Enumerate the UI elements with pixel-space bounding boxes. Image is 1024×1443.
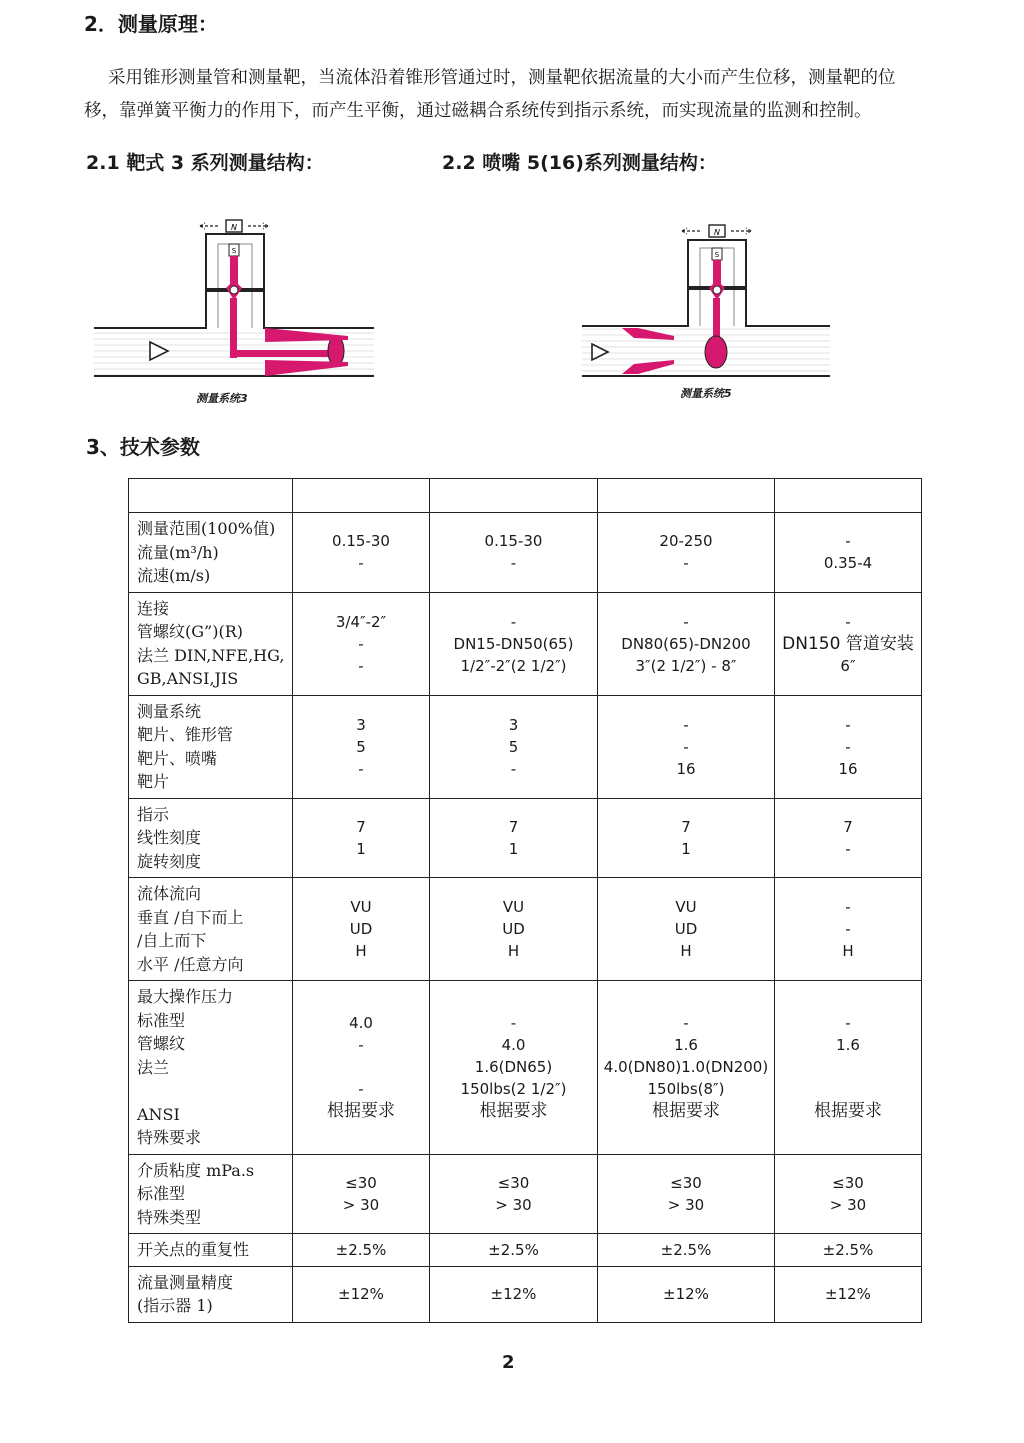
table-cell: ≤30 > 30 xyxy=(598,1154,775,1234)
subheading-target-series: 2.1 靶式 3 系列测量结构： xyxy=(86,152,324,174)
table-cell: ≤30 > 30 xyxy=(293,1154,430,1234)
principle-paragraph xyxy=(84,62,944,128)
table-cell: ≤30 > 30 xyxy=(775,1154,922,1234)
table-cell: - - 16 xyxy=(775,695,922,798)
table-cell: 7 - xyxy=(775,798,922,878)
table-cell: - - 16 xyxy=(598,695,775,798)
table-row xyxy=(129,798,922,878)
row-label: 流量测量精度 (指示器 1) xyxy=(129,1266,293,1322)
page-number: 2 xyxy=(502,1352,515,1373)
table-cell: ±12% xyxy=(293,1266,430,1322)
table-cell: ≤30 > 30 xyxy=(430,1154,598,1234)
subheading-nozzle-series: 2.2 喷嘴 5(16)系列测量结构： xyxy=(442,152,717,174)
row-label: 连接 管螺纹(G”)(R) 法兰 DIN,NFE,HG, GB,ANSI,JIS xyxy=(129,592,293,695)
magnet-label: N xyxy=(231,223,237,232)
row-label: 最大操作压力 标准型 管螺纹 法兰 ANSI 特殊要求 xyxy=(129,981,293,1155)
header-cell xyxy=(598,479,775,513)
spring-label: S xyxy=(231,247,237,255)
table-cell: 0.15-30 - xyxy=(293,513,430,593)
row-label: 指示 线性刻度 旋转刻度 xyxy=(129,798,293,878)
principle-line: 采用锥形测量管和测量靶，当流体沿着锥形管通过时，测量靶依据流量的大小而产生位移，测量靶的位 xyxy=(108,68,896,88)
table-cell: ±2.5% xyxy=(775,1234,922,1267)
diagram-caption: 测量系统3 xyxy=(196,392,248,405)
section-heading-params: 3、技术参数 xyxy=(86,435,200,459)
table-cell: - DN80(65)-DN200 3″(2 1/2″) - 8″ xyxy=(598,592,775,695)
header-cell xyxy=(430,479,598,513)
technical-parameters-table xyxy=(128,478,922,1323)
section-heading-principle: 2．测量原理： xyxy=(84,12,218,36)
table-cell: VU UD H xyxy=(430,878,598,981)
table-cell: - 4.0 1.6(DN65) 150lbs(2 1/2″) 根据要求 xyxy=(430,981,598,1155)
table-cell: VU UD H xyxy=(293,878,430,981)
table-cell: ±2.5% xyxy=(430,1234,598,1267)
table-row xyxy=(129,513,922,593)
table-cell: 7 1 xyxy=(293,798,430,878)
magnet-label: N xyxy=(714,228,720,237)
table-row xyxy=(129,1154,922,1234)
table-row xyxy=(129,878,922,981)
table-cell: ±12% xyxy=(598,1266,775,1322)
table-cell: - 0.35-4 xyxy=(775,513,922,593)
table-cell: - 1.6 4.0(DN80)1.0(DN200) 150lbs(8″) 根据要求 xyxy=(598,981,775,1155)
table-cell: 3 5 - xyxy=(430,695,598,798)
table-cell: - 1.6 根据要求 xyxy=(775,981,922,1155)
table-cell: ±2.5% xyxy=(598,1234,775,1267)
table-cell: - DN150 管道安装 6″ xyxy=(775,592,922,695)
table-cell: 3/4″-2″ - - xyxy=(293,592,430,695)
table-cell: ±12% xyxy=(430,1266,598,1322)
row-label: 开关点的重复性 xyxy=(129,1234,293,1267)
row-label: 测量系统 靶片、锥形管 靶片、喷嘴 靶片 xyxy=(129,695,293,798)
table-row xyxy=(129,592,922,695)
measuring-system-3-diagram xyxy=(90,210,390,410)
table-cell: 20-250 - xyxy=(598,513,775,593)
spring-label: S xyxy=(714,251,720,259)
row-label: 介质粘度 mPa.s 标准型 特殊类型 xyxy=(129,1154,293,1234)
header-cell xyxy=(129,479,293,513)
diagram-caption: 测量系统5 xyxy=(680,387,732,400)
header-cell xyxy=(293,479,430,513)
table-cell: VU UD H xyxy=(598,878,775,981)
table-row xyxy=(129,695,922,798)
table-cell: 7 1 xyxy=(598,798,775,878)
row-label: 测量范围(100%值) 流量(m³/h) 流速(m/s) xyxy=(129,513,293,593)
header-cell xyxy=(775,479,922,513)
table-cell: - - H xyxy=(775,878,922,981)
table-cell: 4.0 - - 根据要求 xyxy=(293,981,430,1155)
row-label: 流体流向 垂直 /自下而上 /自上而下 水平 /任意方向 xyxy=(129,878,293,981)
table-row xyxy=(129,1234,922,1267)
table-cell: - DN15-DN50(65) 1/2″-2″(2 1/2″) xyxy=(430,592,598,695)
table-row xyxy=(129,1266,922,1322)
table-header-row xyxy=(129,479,922,513)
principle-line: 移，靠弹簧平衡力的作用下，而产生平衡，通过磁耦合系统传到指示系统，而实现流量的监测和控制。 xyxy=(84,101,872,121)
table-cell: 7 1 xyxy=(430,798,598,878)
measuring-system-5-diagram xyxy=(578,218,834,400)
table-cell: ±12% xyxy=(775,1266,922,1322)
table-cell: ±2.5% xyxy=(293,1234,430,1267)
table-cell: 3 5 - xyxy=(293,695,430,798)
table-cell: 0.15-30 - xyxy=(430,513,598,593)
table-row xyxy=(129,981,922,1155)
